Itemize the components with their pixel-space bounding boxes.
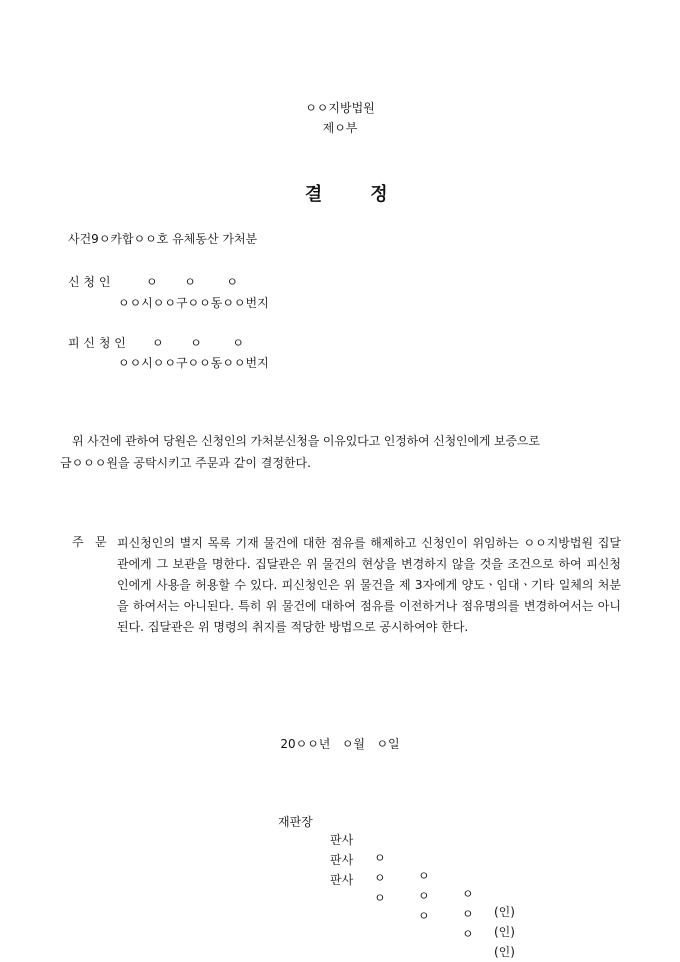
reason-line-1: 위 사건에 관하여 당원은 신청인의 가처분신청을 이유있다고 인정하여 신청인에게 보증으로	[72, 434, 540, 448]
judge-seal: (인)	[494, 945, 515, 959]
judge-name-char: ㅇ	[418, 869, 430, 883]
judge-row	[0, 795, 680, 919]
applicant-name: ㅇ ㅇ ㅇ	[146, 275, 238, 289]
judge-name-char: ㅇ	[462, 927, 474, 941]
judge-row	[0, 815, 680, 939]
respondent-address: ㅇㅇ시ㅇㅇ구ㅇㅇ동ㅇㅇ번지	[118, 356, 269, 370]
order-label: 주 문	[72, 535, 107, 549]
judge-name-char: ㅇ	[462, 887, 474, 901]
respondent-name: ㅇ ㅇ ㅇ	[152, 336, 244, 350]
document-title	[0, 160, 680, 207]
title-char-1: 결	[304, 184, 323, 206]
reason-line-2: 금ㅇㅇㅇ원을 공탁시키고 주문과 같이 결정한다.	[60, 456, 311, 470]
judge-row	[0, 835, 680, 959]
court-division: 제ㅇ부	[322, 121, 358, 135]
judge-role: 판사	[330, 833, 354, 847]
judge-name-char: ㅇ	[374, 891, 386, 905]
judge-role: 판사	[330, 873, 354, 887]
judge-title: 재판장	[278, 815, 313, 829]
respondent-label: 피 신 청 인	[68, 336, 126, 350]
judge-name-char: ㅇ	[418, 889, 430, 903]
applicant-address: ㅇㅇ시ㅇㅇ구ㅇㅇ동ㅇㅇ번지	[118, 296, 269, 310]
judge-name-char: ㅇ	[374, 871, 386, 885]
judge-seal: (인)	[494, 925, 515, 939]
court-name: ㅇㅇ지방법원	[305, 101, 375, 115]
judge-name-char: ㅇ	[462, 907, 474, 921]
decision-date: 20ㅇㅇ년 ㅇ월 ㅇ일	[280, 737, 400, 751]
judge-name-char: ㅇ	[374, 851, 386, 865]
judge-role: 판사	[330, 853, 354, 867]
applicant-label: 신 청 인	[68, 275, 111, 289]
title-char-2: 정	[370, 184, 388, 206]
case-line: 사건9ㅇ카합ㅇㅇ호 유체동산 가처분	[68, 232, 258, 246]
judge-name-char: ㅇ	[418, 909, 430, 923]
order-text: 피신청인의 별지 목록 기재 물건에 대한 점유를 해제하고 신청인이 위임하는 ㅇㅇ지방법원 집달관에게 그 보관을 명한다. 집달관은 위 물건의 현상을 변경하지 않을 것을 조건으로 하여 피신청인에게 사용을 허용할 수 있다. 피신청인은 위 물건을 제 3자에게 양도ㆍ임대ㆍ기타 일체의 처분을 하여서는 아니된다. 특히 위 물건에 대하여 점유를 이전하거나 점유명의를 변경하여서는 아니된다. 집달관은 위 명령의 취지를 적당한 방법으로 공시하여야 한다.	[117, 536, 621, 634]
judge-seal: (인)	[494, 905, 515, 919]
